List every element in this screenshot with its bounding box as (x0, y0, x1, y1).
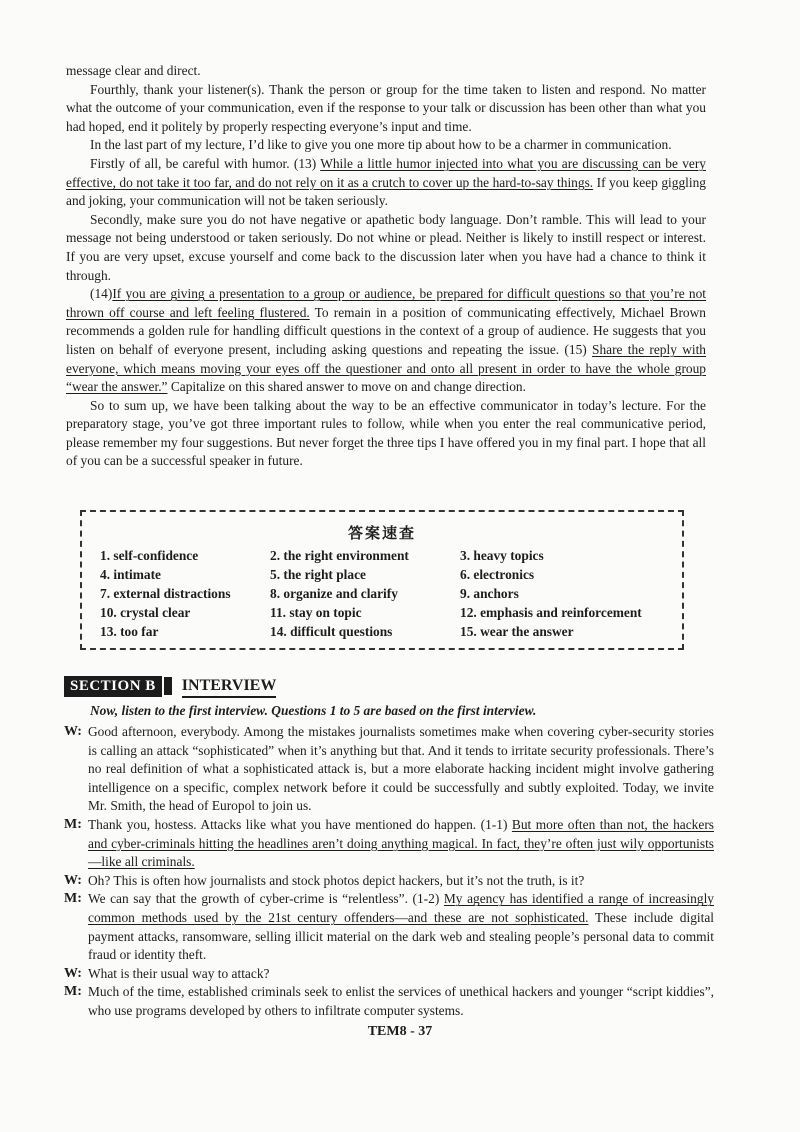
text-run: Much of the time, established criminals seek to enlist the services of unethical hackers and younger “script kiddies”, who use programs developed by others to infiltrate computer systems. (88, 984, 714, 1018)
speaker-label: W: (64, 724, 82, 739)
dialogue-turn (64, 890, 714, 964)
underlined-answer: My agency has identified a range of increasingly common methods used by the 21st century offenders—and these are not sophisticated. (88, 891, 714, 925)
text-run: Oh? This is often how journalists and stock photos depict hackers, but it’s not the truth, is it? (88, 872, 585, 888)
speaker-label: W: (64, 965, 82, 981)
text-run: If you keep giggling and joking, your communication will not be taken seriously. (66, 174, 706, 209)
dialogue-turn (64, 965, 714, 984)
answer-item: 12. emphasis and reinforcement (460, 605, 642, 620)
answer-item: 7. external distractions (100, 586, 231, 601)
text-run: We can say that the growth of cyber-crime is “relentless”. (1-2) (88, 891, 444, 907)
interview-intro: Now, listen to the first interview. Questions 1 to 5 are based on the first interview. (90, 703, 537, 718)
section-label: SECTION B (64, 676, 162, 697)
answer-key-grid (100, 548, 670, 640)
answer-item: 10. crystal clear (100, 605, 191, 620)
dialogue-turn (64, 983, 714, 1020)
utterance (88, 872, 714, 891)
utterance (88, 965, 714, 984)
section-title: INTERVIEW (182, 677, 277, 698)
answer-item: 2. the right environment (270, 548, 409, 563)
answer-item: 1. self-confidence (100, 548, 199, 563)
dialogue-turn (64, 816, 714, 872)
text-run: Good afternoon, everybody. Among the mistakes journalists sometimes make when covering cyber-security stories is calling an attack “sophisticated” when it’s anything but that. And it tends to irritate security professionals. There’s no real definition of what a sophisticated attack is, but a more elaborate hacking incident might involve gathering intelligence on a specific, complex network before it could be successfully and subtly exploited. Today, we invite Mr. Smith, the head of Europol to join us. (88, 724, 714, 814)
text-run: Thank you, hostess. Attacks like what you have mentioned do happen. (1-1) (88, 816, 512, 832)
section-heading (64, 676, 276, 700)
underlined-answer: But more often than not, the hackers and cyber-criminals hitting the headlines aren’t doing anything magical. In fact, they’re often just wily opportunists—like all criminals. (88, 816, 714, 870)
underlined-answer-15: Share the reply with everyone, which means moving your eyes off the questioner and onto all present in order to have the whole group “wear the answer.” (66, 341, 707, 395)
answer-item: 13. too far (100, 624, 159, 639)
answer-item: 15. wear the answer (460, 624, 574, 639)
text-run: Firstly of all, be careful with humor. (13) (90, 155, 321, 171)
answer-item: 14. difficult questions (270, 624, 393, 639)
paragraph (66, 285, 706, 397)
answer-item: 11. stay on topic (270, 605, 362, 620)
section-decoration (164, 677, 172, 695)
dialogue-turn (64, 723, 714, 816)
speaker-label: M: (64, 891, 82, 907)
paragraph (66, 155, 706, 211)
answer-item: 5. the right place (270, 567, 366, 582)
interview-dialogue (64, 723, 714, 1021)
text-run: What is their usual way to attack? (88, 965, 270, 981)
utterance (88, 816, 714, 872)
speaker-label: M: (64, 984, 82, 1000)
underlined-answer-14: If you are giving a presentation to a group or audience, be prepared for difficult questions so that you’re not thrown off course and left feeling flustered. (66, 286, 706, 320)
dialogue-turn (64, 872, 714, 891)
answer-item: 6. electronics (460, 567, 535, 582)
text-run: (14) (90, 286, 113, 302)
answer-item: 3. heavy topics (460, 548, 544, 563)
lecture-text (66, 62, 706, 471)
answer-key-title: 答案速查 (347, 524, 416, 542)
answer-item: 4. intimate (100, 567, 161, 582)
answer-key-box (80, 510, 684, 650)
text-run: These include digital payment attacks, ransomware, selling illicit material on the dark web and stealing people’s personal data to commit fraud or identity theft. (88, 909, 714, 963)
text-run: Capitalize on this shared answer to move on and change direction. (167, 379, 526, 395)
paragraph: message clear and direct. (66, 63, 201, 78)
paragraph: So to sum up, we have been talking about the way to be an effective communicator in today’s lecture. For the preparatory stage, you’ve got three important rules to follow, while when you enter the real communicative period, please remember my four suggestions. But never forget the three tips I have offered you in my final part. I hope that all of you can be a successful speaker in future. (66, 397, 706, 469)
utterance (88, 723, 714, 816)
paragraph: In the last part of my lecture, I’d like to give you one more tip about how to be a charmer in communication. (90, 137, 672, 153)
utterance (88, 890, 714, 964)
paragraph: Fourthly, thank your listener(s). Thank the person or group for the time taken to listen and respond. No matter what the outcome of your communication, even if the response to your talk or discussion has been other than what you had hoped, end it politely by properly respecting everyone’s input and time. (66, 81, 706, 134)
page-number: TEM8 - 37 (367, 1024, 433, 1039)
speaker-label: W: (64, 872, 82, 888)
utterance (88, 983, 714, 1020)
text-run: To remain in a position of communicating effectively, Michael Brown recommends a golden rule for handling difficult questions in the context of a group of audience. He suggests that you listen on behalf of everyone present, including asking questions and repeating the issue. (15) (66, 304, 706, 357)
underlined-answer-13: While a little humor injected into what you are discussing can be very effective, do not take it too far, and do not rely on it as a crutch to cover up the hard-to-say things. (66, 155, 706, 190)
answer-item: 9. anchors (460, 586, 519, 601)
answer-item: 8. organize and clarify (270, 586, 398, 601)
paragraph: Secondly, make sure you do not have negative or apathetic body language. Don’t ramble. This will lead to your message not being understood or taken seriously. Do not whine or plead. Neither is likely to instill respect or interest. If you are very upset, excuse yourself and come back to the discussion later when you have had a chance to think it through. (66, 211, 706, 283)
speaker-label: M: (64, 816, 82, 832)
